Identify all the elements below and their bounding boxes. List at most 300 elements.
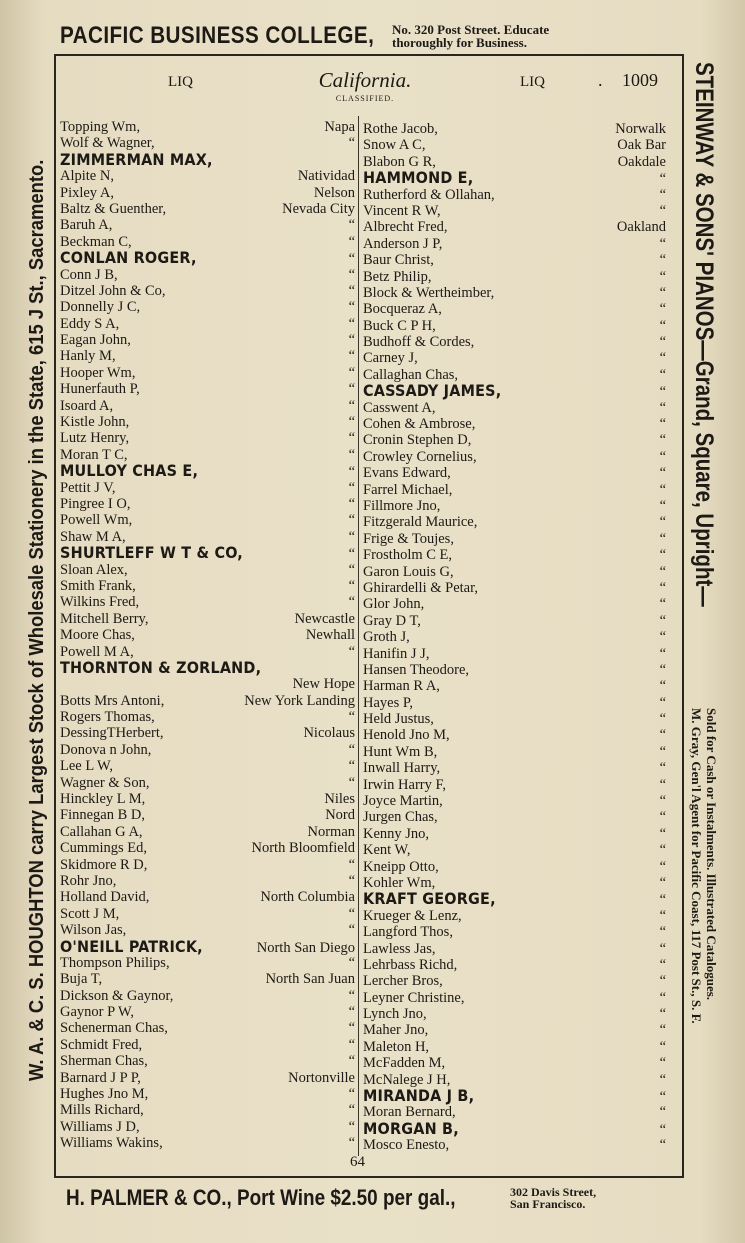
entry-place: “: [348, 1135, 355, 1152]
entry-place: “: [659, 678, 666, 695]
right-ad-line2: M. Gray, Gen'l Agent for Pacific Coast, 117 Post St., S. F.: [689, 708, 704, 1024]
list-item: [363, 383, 666, 399]
entry-name: Eagan John,: [60, 332, 131, 349]
entry-place: Nortonville: [288, 1069, 355, 1086]
entry-name: Buja T,: [60, 971, 103, 988]
entry-name: Glor John,: [363, 596, 425, 613]
entry-place: “: [348, 872, 355, 889]
entry-name: Hunt Wm B,: [363, 743, 438, 760]
entry-name: Crowley Cornelius,: [363, 448, 477, 465]
list-item: [363, 859, 666, 875]
entry-place: “: [348, 217, 355, 234]
entry-name: Maher Jno,: [363, 1022, 429, 1039]
list-item: [60, 250, 355, 266]
entry-name: Hooper Wm,: [60, 364, 136, 381]
entry-place: “: [348, 430, 355, 447]
entry-name: Williams J D,: [60, 1118, 140, 1135]
entry-name: Bocqueraz A,: [363, 301, 442, 318]
list-item: [60, 267, 355, 283]
entry-name: Donova n John,: [60, 741, 152, 758]
list-item: [60, 873, 355, 889]
list-item: [60, 840, 355, 856]
entry-place: “: [659, 317, 666, 334]
entry-place: “: [659, 268, 666, 285]
left-ad-text: W. A. & C. S. HOUGHTON carry Largest Stock of Wholesale Stationery in the State, 615 J St., Sacramento.: [25, 159, 48, 1081]
entry-place: “: [659, 858, 666, 875]
entry-name: MORGAN B,: [363, 1118, 459, 1138]
entry-name: Vincent R W,: [363, 202, 441, 219]
bottom-ad-line2: San Francisco.: [510, 1197, 586, 1211]
list-item: [363, 990, 666, 1006]
list-item: [363, 482, 666, 498]
entry-place: “: [348, 233, 355, 250]
entry-place: “: [659, 776, 666, 793]
entry-name: Baruh A,: [60, 217, 113, 234]
entry-place: “: [348, 594, 355, 611]
entry-name: Skidmore R D,: [60, 856, 148, 873]
entry-name: CASSADY JAMES,: [363, 381, 502, 401]
list-item: [60, 824, 355, 840]
entry-place: “: [348, 446, 355, 463]
entry-place: “: [348, 528, 355, 545]
entry-place: “: [659, 924, 666, 941]
list-item: [60, 480, 355, 496]
entry-name: Lee L W,: [60, 758, 114, 775]
entry-place: “: [659, 1089, 666, 1106]
entry-name: Joyce Martin,: [363, 793, 443, 810]
list-item: [60, 594, 355, 610]
entry-name: Baur Christ,: [363, 252, 434, 269]
entry-name: Hinckley L M,: [60, 791, 146, 808]
entry-name: DessingTHerbert,: [60, 725, 164, 742]
entry-place: “: [348, 577, 355, 594]
entry-place: “: [659, 1006, 666, 1023]
entry-name: Isoard A,: [60, 397, 114, 414]
list-item: [363, 891, 666, 907]
entry-place: “: [659, 399, 666, 416]
entry-place: “: [348, 1053, 355, 1070]
entry-place: “: [659, 301, 666, 318]
entry-place: Nord: [325, 807, 355, 824]
list-item: [60, 725, 355, 741]
entry-place: North Columbia: [260, 889, 355, 906]
entry-place: “: [659, 1071, 666, 1088]
entry-place: “: [348, 709, 355, 726]
list-item: [363, 547, 666, 563]
list-item: [363, 924, 666, 940]
entry-place: “: [348, 512, 355, 529]
entry-place: “: [348, 315, 355, 332]
left-column: [60, 119, 355, 1152]
list-item: [60, 758, 355, 774]
list-item: [363, 1137, 666, 1153]
entry-place: “: [348, 643, 355, 660]
entry-place: “: [659, 481, 666, 498]
entry-name: McFadden M,: [363, 1055, 446, 1072]
entry-name: Fillmore Jno,: [363, 497, 441, 514]
entry-name: Powell Wm,: [60, 512, 133, 529]
entry-place: “: [659, 809, 666, 826]
list-item: [363, 252, 666, 268]
entry-place: “: [348, 1004, 355, 1021]
entry-name: Blabon G R,: [363, 153, 436, 170]
list-item: [60, 791, 355, 807]
list-item: [60, 709, 355, 725]
entry-place: “: [659, 760, 666, 777]
entry-name: Wagner & Son,: [60, 774, 150, 791]
entry-place: “: [659, 989, 666, 1006]
list-item: [60, 1037, 355, 1053]
list-item: [363, 1055, 666, 1071]
top-ad-details: [392, 23, 549, 49]
list-item: [60, 1086, 355, 1102]
entry-place: “: [348, 774, 355, 791]
entry-name: McNalege J H,: [363, 1071, 451, 1088]
entry-place: “: [659, 1055, 666, 1072]
list-item: [60, 971, 355, 987]
entry-place: “: [659, 825, 666, 842]
entry-name: HAMMOND E,: [363, 168, 474, 188]
entry-name: Sloan Alex,: [60, 561, 128, 578]
entry-place: “: [659, 661, 666, 678]
entry-name: Smith Frank,: [60, 577, 136, 594]
entry-name: Botts Mrs Antoni,: [60, 692, 165, 709]
list-item: [363, 334, 666, 350]
list-item: [363, 1118, 666, 1138]
entry-name: Hanifin J J,: [363, 645, 430, 662]
entry-place: “: [348, 758, 355, 775]
list-item: [60, 168, 355, 184]
entry-name: Snow A C,: [363, 137, 426, 154]
list-item: [363, 695, 666, 711]
entry-place: “: [348, 397, 355, 414]
header-page-number: 1009: [622, 70, 658, 90]
entry-name: Callahan G A,: [60, 823, 143, 840]
entry-name: Frige & Toujes,: [363, 530, 454, 547]
entry-place: “: [659, 1137, 666, 1154]
entry-name: Shaw M A,: [60, 528, 126, 545]
entry-name: ZIMMERMAN MAX,: [60, 149, 213, 169]
entry-name: Mills Richard,: [60, 1102, 144, 1119]
entry-place: “: [659, 645, 666, 662]
entry-name: Albrecht Fred,: [363, 219, 448, 236]
entry-place: “: [659, 432, 666, 449]
entry-place: Nelson: [313, 184, 355, 201]
entry-place: “: [348, 1102, 355, 1119]
top-ad-title: PACIFIC BUSINESS COLLEGE,: [60, 22, 375, 49]
entry-name: MULLOY CHAS E,: [60, 461, 199, 481]
entry-name: Moore Chas,: [60, 627, 135, 644]
entry-place: North San Juan: [265, 971, 355, 988]
entry-place: “: [348, 954, 355, 971]
entry-place: “: [659, 252, 666, 269]
entry-name: Budhoff & Cordes,: [363, 334, 475, 351]
list-item: [60, 1053, 355, 1069]
entry-name: Schenerman Chas,: [60, 1020, 168, 1037]
list-item: [60, 578, 355, 594]
list-item: [60, 562, 355, 578]
entry-place: “: [348, 1020, 355, 1037]
entry-place: “: [659, 514, 666, 531]
entry-name: Pixley A,: [60, 184, 114, 201]
list-item: [60, 512, 355, 528]
list-item: [60, 398, 355, 414]
entry-name: Wilson Jas,: [60, 922, 127, 939]
entry-place: “: [659, 711, 666, 728]
list-item: [363, 1088, 666, 1104]
entry-name: Thompson Philips,: [60, 954, 170, 971]
entry-name: Rothe Jacob,: [363, 121, 438, 137]
entry-name: Moran Bernard,: [363, 1104, 456, 1121]
entry-name: Hayes P,: [363, 694, 413, 711]
list-item: [363, 580, 666, 596]
entry-name: Buck C P H,: [363, 317, 436, 334]
entry-name: Dickson & Gaynor,: [60, 987, 174, 1004]
entry-name: Hunerfauth P,: [60, 381, 140, 398]
list-item: [363, 285, 666, 301]
entry-name: Gray D T,: [363, 612, 421, 629]
list-item: [60, 955, 355, 971]
entry-name: Barnard J P P,: [60, 1069, 141, 1086]
list-item: [60, 1119, 355, 1135]
list-item: [363, 957, 666, 973]
entry-name: Beckman C,: [60, 233, 132, 250]
entry-name: Baltz & Guenther,: [60, 200, 167, 217]
entry-name: Eddy S A,: [60, 315, 120, 332]
entry-name: Wilkins Fred,: [60, 594, 140, 611]
entry-place: Norwalk: [615, 121, 666, 137]
list-item: [363, 613, 666, 629]
list-item: [363, 432, 666, 448]
entry-place: “: [659, 235, 666, 252]
entry-place: “: [659, 727, 666, 744]
entry-place: “: [348, 905, 355, 922]
entry-name: Hansen Theodore,: [363, 661, 470, 678]
list-item: [60, 316, 355, 332]
header-category-left: LIQ: [168, 74, 193, 90]
entry-place: “: [348, 495, 355, 512]
entry-name: Pingree I O,: [60, 495, 131, 512]
list-item: [363, 711, 666, 727]
entry-name: Lercher Bros,: [363, 973, 443, 990]
list-item: [363, 269, 666, 285]
entry-name: Mosco Enesto,: [363, 1137, 450, 1154]
list-item: [363, 629, 666, 645]
list-item: [363, 1022, 666, 1038]
list-item: [363, 170, 666, 186]
entry-name: Conn J B,: [60, 266, 118, 283]
list-item: [363, 941, 666, 957]
list-item: [60, 149, 355, 169]
bottom-ad-line1: 302 Davis Street,: [510, 1185, 597, 1199]
entry-place: North San Diego: [256, 939, 355, 956]
entry-place: “: [659, 547, 666, 564]
entry-place: Newcastle: [294, 610, 355, 627]
list-item: [363, 514, 666, 530]
list-item: [363, 236, 666, 252]
entry-place: Newhall: [305, 627, 355, 644]
entry-place: “: [659, 384, 666, 401]
entry-place: “: [659, 202, 666, 219]
entry-name: Hughes Jno M,: [60, 1086, 149, 1103]
entry-name: Cronin Stephen D,: [363, 432, 472, 449]
list-item: [363, 826, 666, 842]
entry-name: Block & Wertheimber,: [363, 284, 495, 301]
list-item: [363, 662, 666, 678]
entry-name: Lynch Jno,: [363, 1006, 427, 1023]
entry-place: “: [348, 251, 355, 268]
list-item: [363, 727, 666, 743]
entry-place: “: [348, 266, 355, 283]
list-item: [363, 777, 666, 793]
list-item: [60, 299, 355, 315]
entry-place: “: [659, 956, 666, 973]
list-item: [363, 137, 666, 153]
entry-place: “: [659, 612, 666, 629]
entry-name: Held Justus,: [363, 711, 434, 728]
list-item: [60, 496, 355, 512]
list-item: [363, 564, 666, 580]
entry-place: “: [348, 464, 355, 481]
list-item: [363, 1006, 666, 1022]
entry-name: Scott J M,: [60, 905, 120, 922]
list-item: [60, 463, 355, 479]
entry-place: Norman: [307, 823, 355, 840]
entry-place: “: [348, 364, 355, 381]
entry-name: Cummings Ed,: [60, 840, 148, 857]
entry-name: Kenny Jno,: [363, 825, 430, 842]
entry-name: Cohen & Ambrose,: [363, 416, 476, 433]
entry-place: “: [348, 348, 355, 365]
entry-name: Carney J,: [363, 350, 418, 367]
list-item: [60, 775, 355, 791]
entry-name: Kistle John,: [60, 414, 130, 431]
entry-place: “: [659, 563, 666, 580]
entry-name: Lehrbass Richd,: [363, 956, 458, 973]
entry-place: “: [659, 1022, 666, 1039]
list-item: [363, 908, 666, 924]
list-item: [60, 889, 355, 905]
list-item: [60, 201, 355, 217]
entry-name: Finnegan B D,: [60, 807, 145, 824]
list-item: [363, 744, 666, 760]
entry-place: “: [348, 332, 355, 349]
entry-name: Pettit J V,: [60, 479, 116, 496]
list-item: [363, 203, 666, 219]
list-item: [60, 545, 355, 561]
entry-name: Jurgen Chas,: [363, 809, 438, 826]
entry-name: Mitchell Berry,: [60, 610, 149, 627]
list-item: [363, 760, 666, 776]
list-item: [363, 465, 666, 481]
entry-place: Natividad: [297, 168, 355, 185]
entry-name: Holland David,: [60, 889, 150, 906]
right-margin-advertisement: [682, 62, 726, 1182]
entry-name: Garon Louis G,: [363, 563, 454, 580]
list-item: [363, 449, 666, 465]
list-item: [60, 1070, 355, 1086]
entry-place: “: [659, 334, 666, 351]
list-item: [363, 596, 666, 612]
list-item: [60, 119, 355, 135]
entry-place: “: [659, 629, 666, 646]
entry-place: “: [659, 940, 666, 957]
right-ad-details: [689, 708, 719, 1024]
entry-name: Alpite N,: [60, 168, 114, 185]
entry-name: Fitzgerald Maurice,: [363, 514, 478, 531]
list-item: [363, 842, 666, 858]
list-item: [60, 1102, 355, 1118]
list-item: [363, 646, 666, 662]
list-item: [60, 742, 355, 758]
entry-place: “: [659, 465, 666, 482]
list-item: [60, 657, 355, 677]
entry-place: Nicolaus: [303, 725, 355, 742]
entry-name: Moran T C,: [60, 446, 128, 463]
list-item: [60, 381, 355, 397]
entry-name: Schmidt Fred,: [60, 1036, 143, 1053]
list-item: [60, 430, 355, 446]
entry-place: “: [659, 284, 666, 301]
entry-name: Farrel Michael,: [363, 481, 453, 498]
entry-place: “: [348, 856, 355, 873]
entry-name: Frostholm C E,: [363, 547, 453, 564]
entry-name: Ghirardelli & Petar,: [363, 579, 478, 596]
list-item: [363, 809, 666, 825]
entry-name: Hanly M,: [60, 348, 116, 365]
entry-name: Lutz Henry,: [60, 430, 130, 447]
entry-place: “: [659, 907, 666, 924]
entry-place: “: [659, 350, 666, 367]
right-ad-line1: Sold for Cash or Instalments. Illustrated Catalogues.: [704, 708, 719, 1001]
entry-place: “: [348, 479, 355, 496]
list-item: [60, 1004, 355, 1020]
entry-place: “: [659, 530, 666, 547]
list-item: [363, 793, 666, 809]
entry-place: “: [348, 1086, 355, 1103]
entry-name: Donnelly J C,: [60, 299, 141, 316]
entry-place: New Hope: [292, 676, 355, 693]
entry-place: New York Landing: [244, 692, 355, 709]
right-column: [363, 121, 666, 1154]
list-item: [60, 906, 355, 922]
entry-place: Oakdale: [617, 153, 666, 170]
entry-name: KRAFT GEORGE,: [363, 889, 496, 909]
entry-place: “: [659, 892, 666, 909]
list-item: [363, 416, 666, 432]
list-item: [363, 1039, 666, 1055]
list-item: [60, 857, 355, 873]
header-title: California.: [318, 68, 412, 92]
entry-place: Oak Bar: [617, 137, 666, 154]
entry-name: MIRANDA J B,: [363, 1086, 475, 1106]
entry-place: “: [659, 1038, 666, 1055]
entry-place: “: [659, 874, 666, 891]
header-dot: .: [598, 70, 603, 90]
entry-place: “: [659, 416, 666, 433]
left-margin-advertisement: [20, 60, 54, 1180]
entry-name: Evans Edward,: [363, 465, 451, 482]
entry-name: Rogers Thomas,: [60, 709, 155, 726]
list-item: [363, 400, 666, 416]
entry-name: Kneipp Otto,: [363, 858, 439, 875]
entry-place: “: [348, 1036, 355, 1053]
list-item: [363, 350, 666, 366]
entry-place: “: [348, 381, 355, 398]
entry-place: “: [659, 579, 666, 596]
entry-name: Leyner Christine,: [363, 989, 465, 1006]
entry-name: Rohr Jno,: [60, 872, 117, 889]
